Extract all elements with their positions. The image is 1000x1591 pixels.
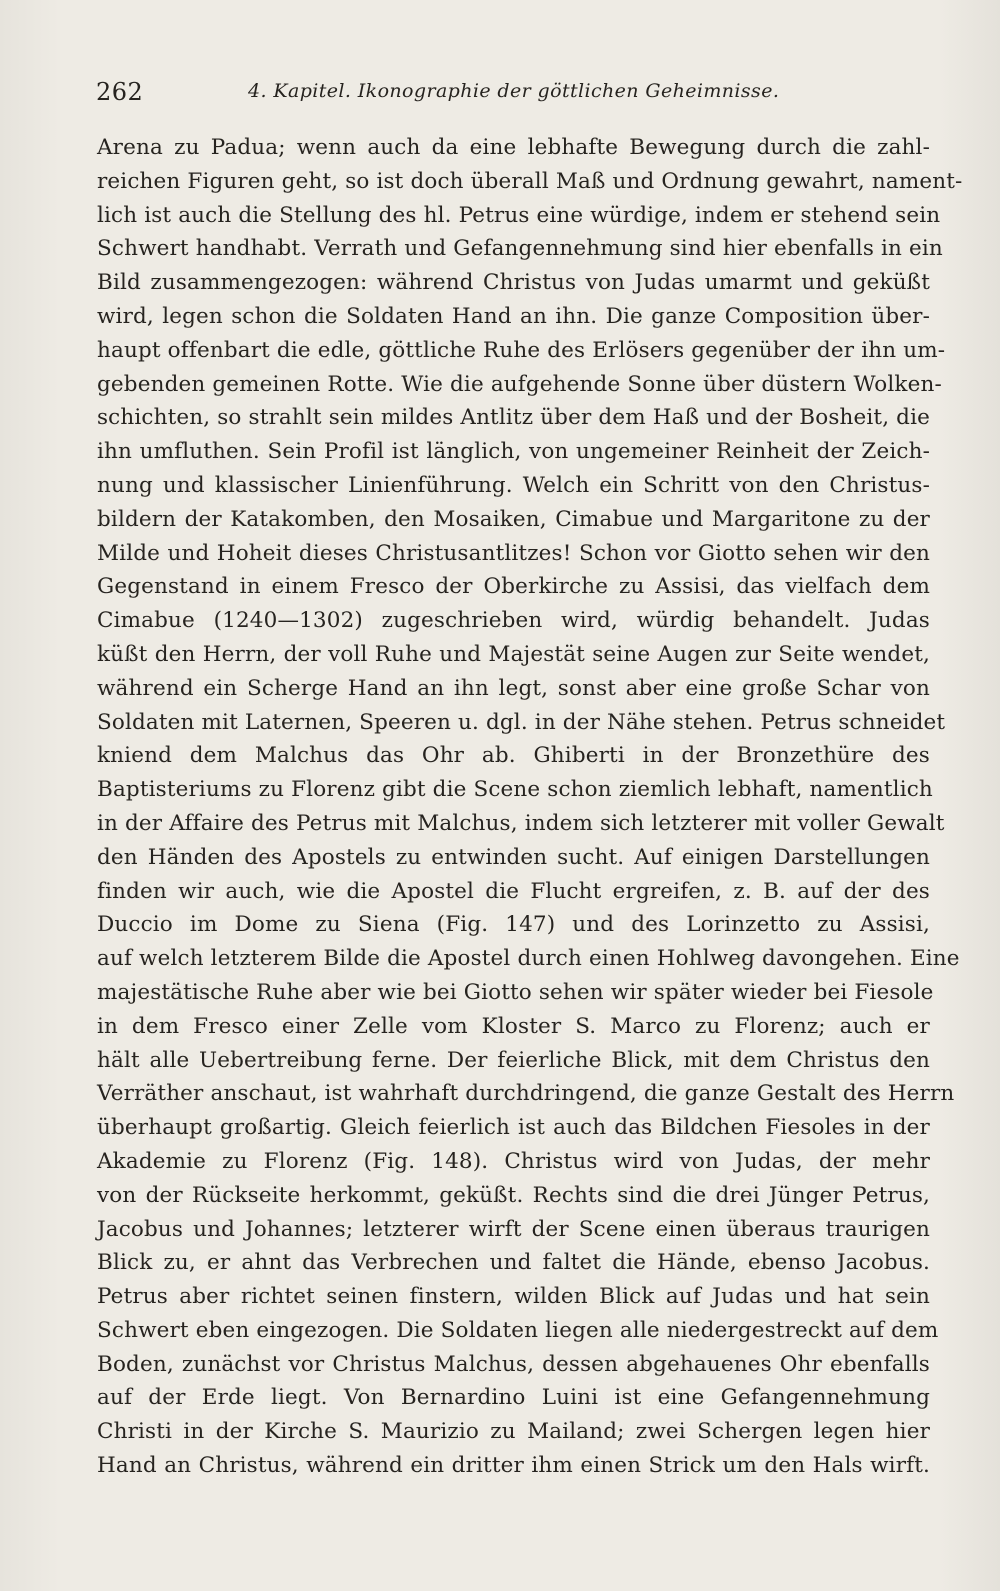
- text-line: Christi in der Kirche S. Maurizio zu Mailand; zwei Schergen legen hier: [97, 1419, 930, 1445]
- text-line: Duccio im Dome zu Siena (Fig. 147) und des Lorinzetto zu Assisi,: [97, 912, 930, 938]
- page-header: [96, 70, 926, 110]
- text-line: Hand an Christus, während ein dritter ihm einen Strick um den Hals wirft.: [97, 1453, 930, 1479]
- text-line: Blick zu, er ahnt das Verbrechen und faltet die Hände, ebenso Jacobus.: [97, 1250, 930, 1276]
- text-line: wird, legen schon die Soldaten Hand an ihn. Die ganze Composition über-: [97, 303, 930, 329]
- text-line: Akademie zu Florenz (Fig. 148). Christus wird von Judas, der mehr: [97, 1148, 930, 1174]
- text-line: gebenden gemeinen Rotte. Wie die aufgehende Sonne über düstern Wolken-: [97, 371, 942, 397]
- text-line: majestätische Ruhe aber wie bei Giotto sehen wir später wieder bei Fiesole: [97, 979, 934, 1005]
- text-line: in dem Fresco einer Zelle vom Kloster S. Marco zu Florenz; auch er: [97, 1013, 930, 1039]
- text-line: küßt den Herrn, der voll Ruhe und Majestät seine Augen zur Seite wendet,: [97, 641, 930, 667]
- text-line: lich ist auch die Stellung des hl. Petrus eine würdige, indem er stehend sein: [97, 202, 941, 228]
- text-line: Verräther anschaut, ist wahrhaft durchdringend, die ganze Gestalt des Herrn: [97, 1081, 955, 1107]
- text-line: bildern der Katakomben, den Mosaiken, Cimabue und Margaritone zu der: [97, 506, 930, 532]
- text-line: Cimabue (1240—1302) zugeschrieben wird, würdig behandelt. Judas: [97, 608, 930, 634]
- page-number: 262: [96, 78, 144, 106]
- text-line: Soldaten mit Laternen, Speeren u. dgl. in der Nähe stehen. Petrus schneidet: [97, 709, 946, 735]
- text-line: in der Affaire des Petrus mit Malchus, indem sich letzterer mit voller Gewalt: [97, 810, 945, 836]
- running-head: 4. Kapitel. Ikonographie der göttlichen Geheimnisse.: [248, 80, 780, 102]
- text-line: den Händen des Apostels zu entwinden sucht. Auf einigen Darstellungen: [97, 844, 930, 870]
- text-line: auf welch letzterem Bilde die Apostel durch einen Hohlweg davongehen. Eine: [97, 946, 960, 972]
- text-line: Arena zu Padua; wenn auch da eine lebhafte Bewegung durch die zahl-: [97, 135, 930, 160]
- text-line: Gegenstand in einem Fresco der Oberkirche zu Assisi, das vielfach dem: [97, 574, 930, 600]
- text-line: ihn umfluthen. Sein Profil ist länglich, von ungemeiner Reinheit der Zeich-: [97, 439, 930, 465]
- text-line: Bild zusammengezogen: während Christus von Judas umarmt und geküßt: [97, 270, 930, 296]
- text-line: reichen Figuren geht, so ist doch überall Maß und Ordnung gewahrt, nament-: [97, 168, 963, 194]
- text-line: schichten, so strahlt sein mildes Antlitz über dem Haß und der Bosheit, die: [97, 405, 930, 431]
- text-line: Baptisteriums zu Florenz gibt die Scene schon ziemlich lebhaft, namentlich: [97, 777, 933, 803]
- text-line: während ein Scherge Hand an ihn legt, sonst aber eine große Schar von: [97, 675, 930, 701]
- text-line: Petrus aber richtet seinen finstern, wilden Blick auf Judas und hat sein: [97, 1284, 930, 1310]
- text-line: haupt offenbart die edle, göttliche Ruhe des Erlösers gegenüber der ihn um-: [97, 337, 946, 363]
- text-line: auf der Erde liegt. Von Bernardino Luini ist eine Gefangennehmung: [97, 1385, 930, 1411]
- text-line: Boden, zunächst vor Christus Malchus, dessen abgehauenes Ohr ebenfalls: [97, 1351, 930, 1377]
- text-line: kniend dem Malchus das Ohr ab. Ghiberti in der Bronzethüre des: [97, 743, 930, 769]
- text-line: Schwert eben eingezogen. Die Soldaten liegen alle niedergestreckt auf dem: [97, 1317, 939, 1343]
- text-line: Jacobus und Johannes; letzterer wirft der Scene einen überaus traurigen: [97, 1216, 930, 1242]
- text-line: nung und klassischer Linienführung. Welch ein Schritt von den Christus-: [97, 472, 930, 498]
- text-line: überhaupt großartig. Gleich feierlich ist auch das Bildchen Fiesoles in der: [97, 1115, 930, 1141]
- text-line: finden wir auch, wie die Apostel die Flucht ergreifen, z. B. auf der des: [97, 878, 930, 904]
- body-text: [97, 131, 963, 1483]
- text-line: Schwert handhabt. Verrath und Gefangennehmung sind hier ebenfalls in ein: [97, 236, 943, 262]
- text-line: Milde und Hoheit dieses Christusantlitzes! Schon vor Giotto sehen wir den: [97, 540, 930, 566]
- text-line: von der Rückseite herkommt, geküßt. Rechts sind die drei Jünger Petrus,: [97, 1182, 930, 1208]
- text-line: hält alle Uebertreibung ferne. Der feierliche Blick, mit dem Christus den: [97, 1047, 930, 1073]
